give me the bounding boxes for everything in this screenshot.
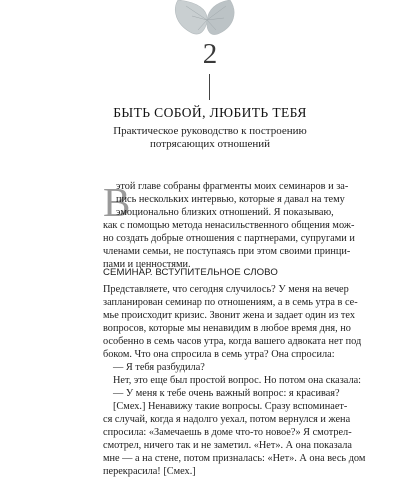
intro-line: как с помощью метода ненасильственного общения мож- [103,220,355,231]
intro-line: этой главе собраны фрагменты моих семинаров и за- [116,181,349,192]
body-line: смотрел, ничего так и не заметил. «Нет». А она показала [103,440,353,451]
chapter-title: БЫТЬ СОБОЙ, ЛЮБИТЬ ТЕБЯ [113,105,307,120]
intro-line: но создать добрые отношения с партнерами, супругами и [103,233,355,244]
body-line: запланирован семинар по отношениям, а в семь утра в се- [103,297,358,308]
body-line: — Я тебя разбудила? [113,362,205,373]
chapter-divider [209,74,210,100]
section-heading: СЕМИНАР. ВСТУПИТЕЛЬНОЕ СЛОВО [103,267,278,278]
body-line: мье происходит кризис. Звонит жена и задает один из тех [103,310,355,321]
body-line: ся случай, когда я надолго уехал, потом вернулся и жена [103,414,351,425]
body-line: [Смех.] Ненавижу такие вопросы. Сразу вспоминает- [113,401,348,412]
subtitle-line: Практическое руководство к построению [113,125,307,137]
body-line: Нет, это еще был простой вопрос. Но потом она сказала: [113,375,362,386]
chapter-number: 2 [202,38,218,70]
drop-cap: В [103,179,131,225]
intro-line: эмоционально близких отношений. Я показываю, [116,207,334,218]
intro-line: членами семьи, не поступаясь при этом своими принци- [103,246,351,257]
body-line: — У меня к тебе очень важный вопрос: я красивая? [113,388,340,399]
body-line: особенно в семь часов утра, когда вашего адвоката нет под [103,336,362,347]
intro-line: пись нескольких интервью, которые я давал на тему [116,194,345,205]
body-line: мне — а на стене, потом призналась: «Нет». А она весь дом [103,453,366,464]
body-line: перекрасила! [Смех.] [103,466,196,477]
intro-line: пами и ценностями. [103,259,191,270]
chapter-subtitle [80,125,340,151]
body-line: боком. Что она спросила в семь утра? Она спросила: [103,349,335,360]
body-line: вопросов, которые мы ненавидим в любое время дня, но [103,323,351,334]
subtitle-line: потрясающих отношений [149,138,271,150]
body-line: спросила: «Замечаешь в доме что-то новое?» Я смотрел- [103,427,352,438]
body-line: Представляете, что сегодня случилось? У меня на вечер [103,284,349,295]
